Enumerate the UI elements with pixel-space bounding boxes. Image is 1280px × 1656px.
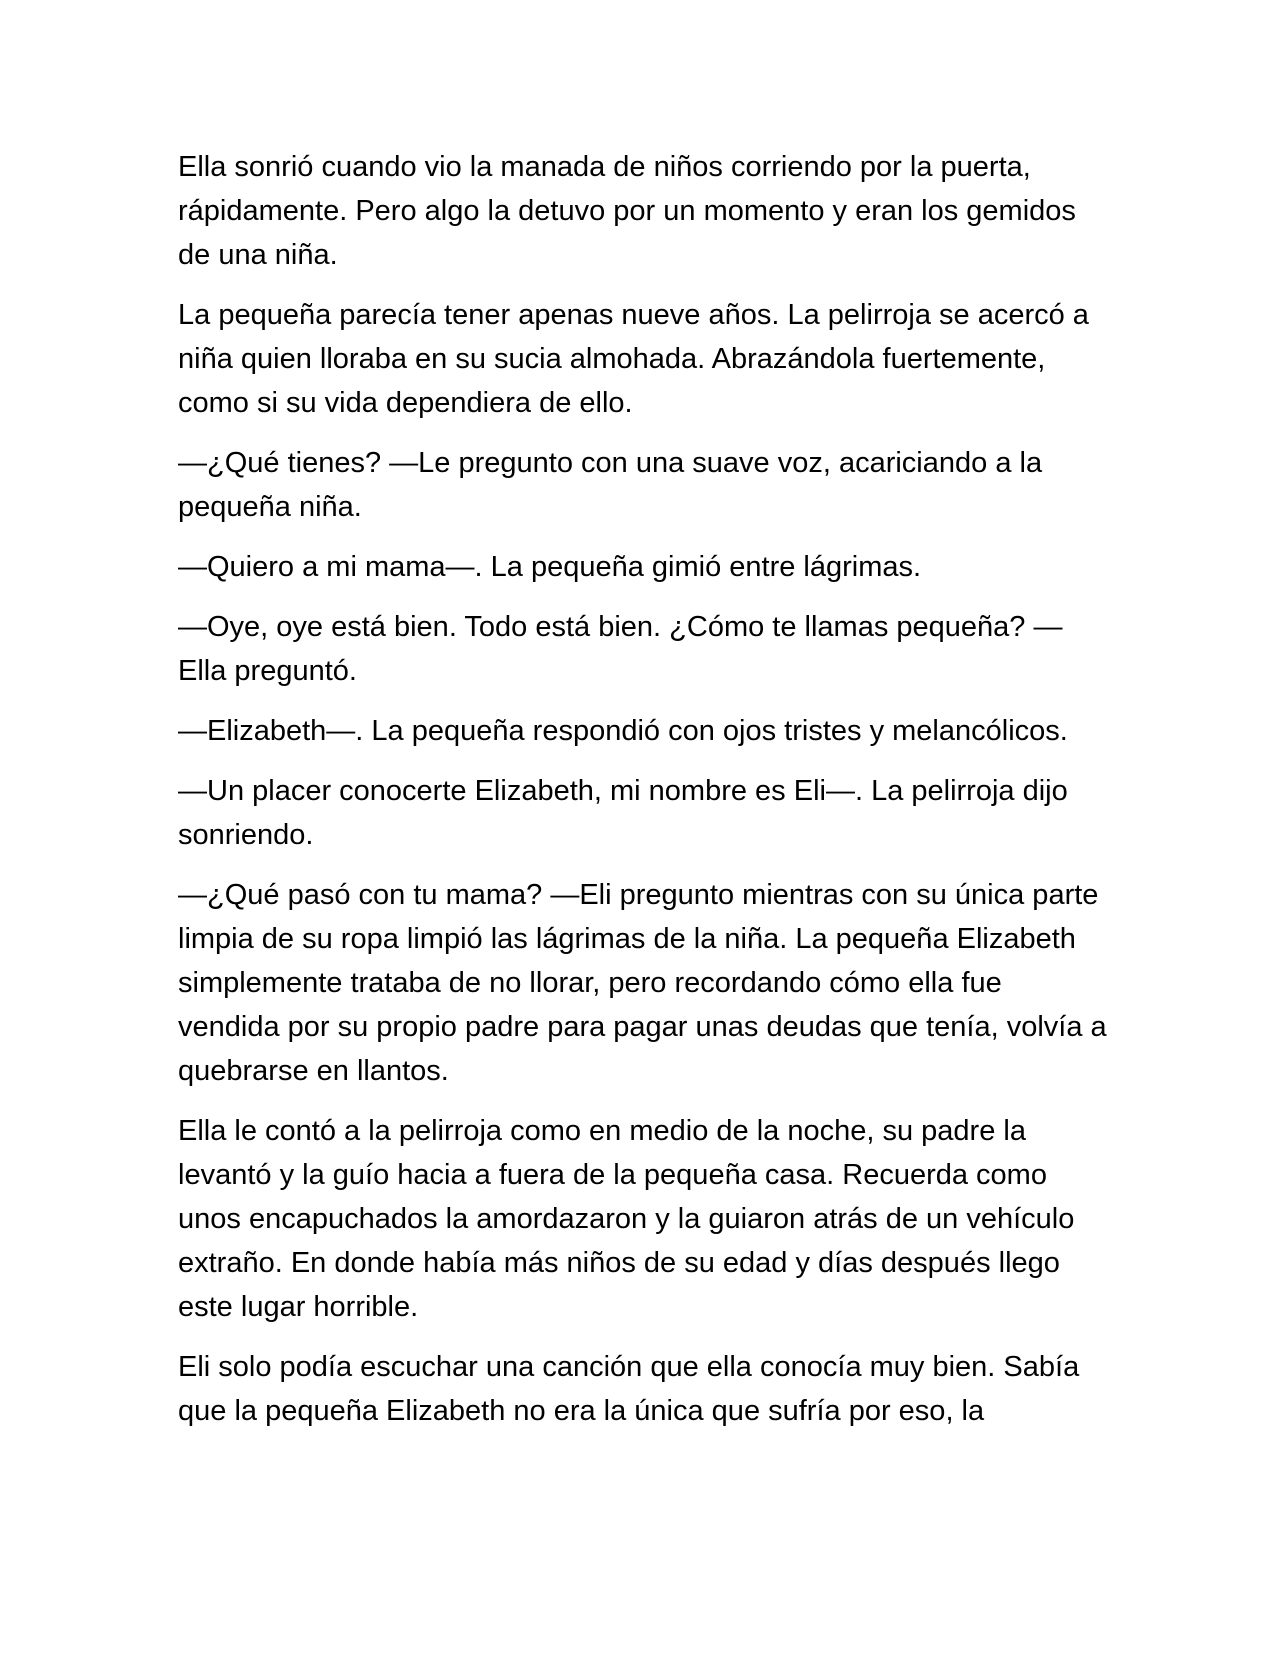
paragraph-1: Ella sonrió cuando vio la manada de niños corriendo por la puerta, rápidamente. Pero algo la detuvo por un momento y eran los gemidos de una niña. — [178, 151, 1076, 271]
paragraph-7: —Un placer conocerte Elizabeth, mi nombre es Eli—. La pelirroja dijo sonriendo. — [178, 775, 1068, 851]
paragraph-9: Ella le contó a la pelirroja como en medio de la noche, su padre la levantó y la guío hacia a fuera de la pequeña casa. Recuerda como unos encapuchados la amordazaron y la guiaron atrás de un vehículo extraño. En donde había más niños de su edad y días después llego este lugar horrible. — [178, 1115, 1075, 1323]
paragraph-3: —¿Qué tienes? —Le pregunto con una suave voz, acariciando a la pequeña niña. — [178, 447, 1043, 523]
document-body — [178, 145, 1108, 1449]
paragraph-2: La pequeña parecía tener apenas nueve años. La pelirroja se acercó a niña quien lloraba en su sucia almohada. Abrazándola fuertemente, como si su vida dependiera de ello. — [178, 299, 1089, 419]
paragraph-10: Eli solo podía escuchar una canción que ella conocía muy bien. Sabía que la pequeña Elizabeth no era la única que sufría por eso, la — [178, 1351, 1080, 1427]
paragraph-4: —Quiero a mi mama—. La pequeña gimió entre lágrimas. — [178, 551, 922, 583]
paragraph-5: —Oye, oye está bien. Todo está bien. ¿Cómo te llamas pequeña? —Ella preguntó. — [178, 611, 1063, 687]
paragraph-6: —Elizabeth—. La pequeña respondió con ojos tristes y melancólicos. — [178, 715, 1068, 747]
paragraph-8: —¿Qué pasó con tu mama? —Eli pregunto mientras con su única parte limpia de su ropa limpió las lágrimas de la niña. La pequeña Elizabeth simplemente trataba de no llorar, pero recordando cómo ella fue vendida por su propio padre para pagar unas deudas que tenía, volvía a quebrarse en llantos. — [178, 879, 1107, 1087]
